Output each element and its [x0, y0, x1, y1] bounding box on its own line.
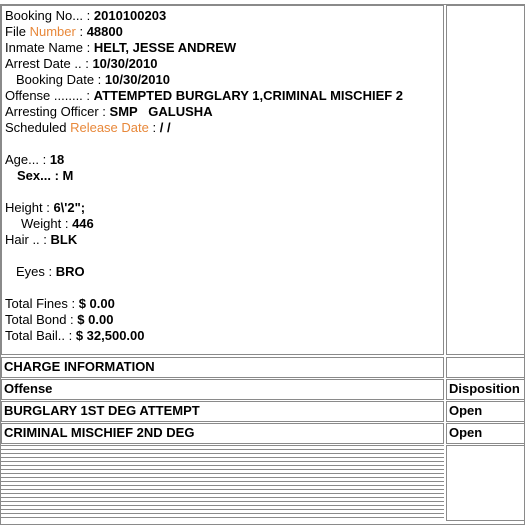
arresting-officer-value: SMP GALUSHA	[109, 104, 213, 119]
weight-value: 446	[72, 216, 94, 231]
inmate-name-value: HELT, JESSE ANDREW	[93, 40, 237, 55]
total-bond-row: Total Bond : $ 0.00	[5, 312, 114, 327]
total-bond-value: $ 0.00	[77, 312, 114, 327]
charge-disposition-cell: Open	[446, 401, 525, 422]
file-number-value: 48800	[86, 24, 123, 39]
offense-value: ATTEMPTED BURGLARY 1,CRIMINAL MISCHIEF 2	[93, 88, 404, 103]
eyes-value: BRO	[55, 264, 85, 279]
empty-table-rows-right	[446, 445, 525, 521]
disposition-column-header: Disposition	[446, 379, 525, 400]
eyes-row: Eyes : BRO	[16, 264, 85, 279]
booking-date-row: Booking Date : 10/30/2010	[16, 72, 170, 87]
charge-offense-cell: CRIMINAL MISCHIEF 2ND DEG	[1, 423, 444, 444]
release-date-link[interactable]: Release Date	[70, 120, 149, 135]
height-value: 6\'2";	[53, 200, 86, 215]
age-value: 18	[49, 152, 65, 167]
offense-row: Offense ........ : ATTEMPTED BURGLARY 1,CRIMINAL MISCHIEF 2	[5, 88, 404, 103]
arrest-date-row: Arrest Date .. : 10/30/2010	[5, 56, 158, 71]
sex-value: M	[62, 168, 74, 183]
total-bail-row: Total Bail.. : $ 32,500.00	[5, 328, 145, 343]
arresting-officer-row: Arresting Officer : SMP GALUSHA	[5, 104, 213, 119]
release-date-row: Scheduled Release Date : / /	[5, 120, 171, 135]
offense-column-header: Offense	[1, 379, 444, 400]
file-number-link[interactable]: Number	[29, 24, 76, 39]
total-fines-row: Total Fines : $ 0.00	[5, 296, 115, 311]
inmate-details	[5, 8, 403, 344]
height-row: Height : 6\'2";	[5, 200, 86, 215]
hair-row: Hair .. : BLK	[5, 232, 78, 247]
sex-row: Sex... : M	[17, 168, 74, 183]
photo-panel	[446, 5, 525, 355]
charge-section-title: CHARGE INFORMATION	[1, 357, 444, 378]
inmate-name-row: Inmate Name : HELT, JESSE ANDREW	[5, 40, 237, 55]
age-row: Age... : 18	[5, 152, 65, 167]
booking-no-row: Booking No... : 2010100203	[5, 8, 167, 23]
arrest-date-value: 10/30/2010	[92, 56, 158, 71]
weight-row: Weight : 446	[21, 216, 94, 231]
file-number-row: File Number : 48800	[5, 24, 123, 39]
charge-offense-cell: BURGLARY 1ST DEG ATTEMPT	[1, 401, 444, 422]
total-fines-value: $ 0.00	[78, 296, 115, 311]
charge-disposition-cell: Open	[446, 423, 525, 444]
empty-table-rows	[1, 445, 444, 521]
charge-section-title-right	[446, 357, 525, 378]
booking-date-value: 10/30/2010	[104, 72, 170, 87]
release-date-value: / /	[159, 120, 171, 135]
inmate-info-panel	[1, 5, 444, 355]
total-bail-value: $ 32,500.00	[75, 328, 145, 343]
booking-no-value: 2010100203	[93, 8, 167, 23]
hair-value: BLK	[50, 232, 78, 247]
